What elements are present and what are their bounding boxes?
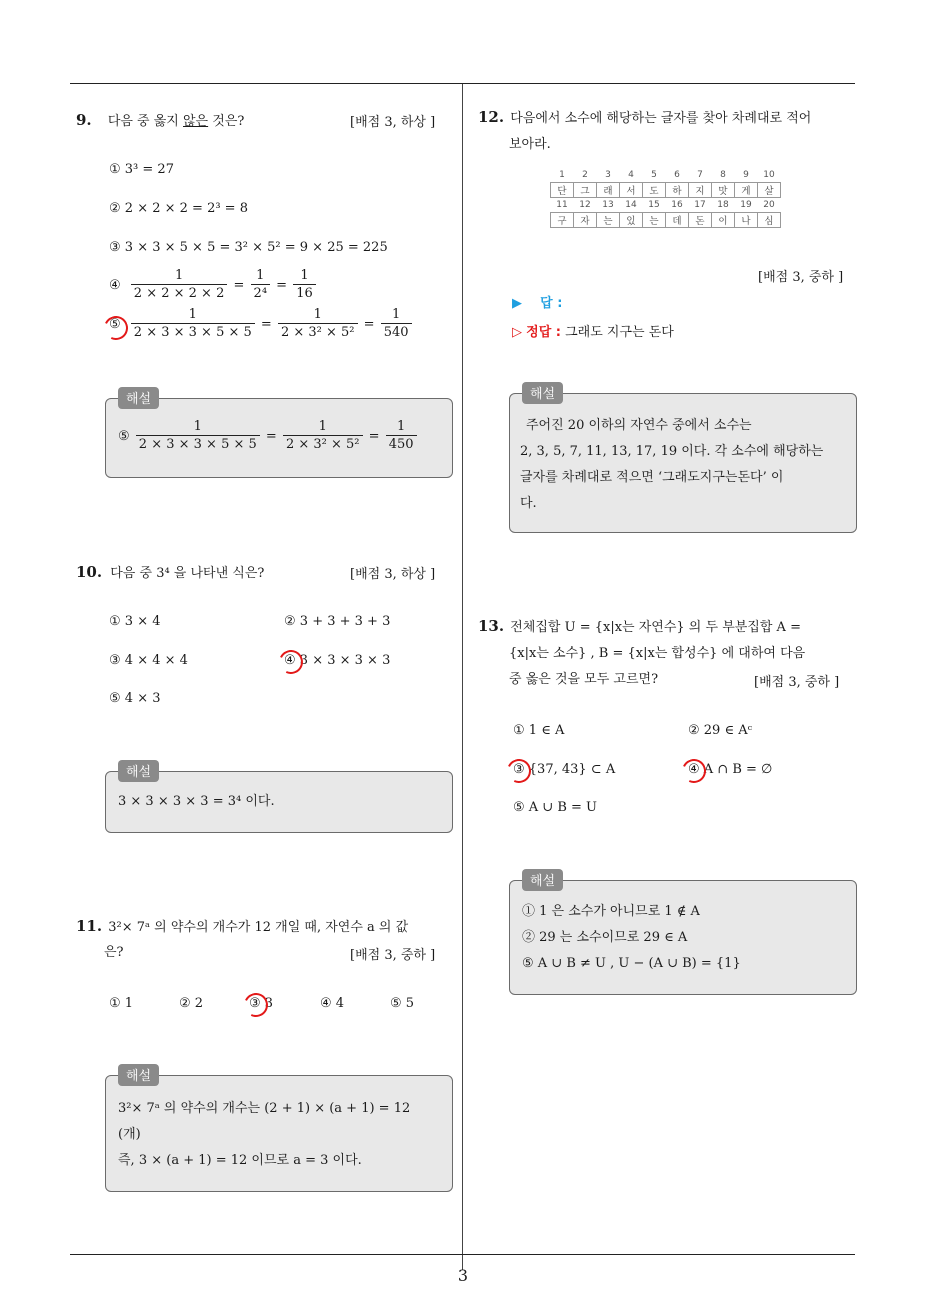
q12-number: 12. — [478, 108, 505, 126]
q13-answer-mark-4 — [679, 756, 710, 787]
q11-explanation-body — [118, 1096, 410, 1174]
q11-explanation-box — [105, 1069, 453, 1192]
q9-option-4[interactable]: ④ $\frac{1}{2 \times 2 \times 2 \times 2}$ = $\frac{1}{\text{2⁴}}$ = $\frac{1}{16}$ — [109, 268, 318, 303]
q9-explanation-body: ⑤ $\frac{1}{2 \times 3 \times 3 \times 5 \times 5}$ = $\frac{1}{\text{2 × 3² × 5²}}$ = $\frac{1}{450}$ — [118, 419, 419, 454]
q9-option-5-symbol: ⑤ — [109, 317, 121, 332]
q12-explanation-tab: 해설 — [522, 382, 563, 404]
q13-explanation-tab: 해설 — [522, 869, 563, 891]
q13-option-2[interactable]: ② 29 ∈ Aᶜ — [688, 723, 753, 738]
q12-grid-chars-row-2: 구 자 는 있 는 데 돈 이 나 심 — [551, 213, 781, 228]
q10-option-5[interactable]: ⑤ 4 × 3 — [109, 691, 161, 706]
q12-text-line-1: 다음에서 소수에 해당하는 글자를 찾아 차례대로 적어 — [510, 111, 812, 126]
q12-explanation-box — [509, 387, 857, 533]
q12-explain-line-1: 주어진 20 이하의 자연수 중에서 소수는 — [526, 418, 752, 433]
q9-explanation-tab: 해설 — [118, 387, 159, 409]
q11-score: [배점 3, 중하 ] — [350, 948, 436, 963]
q9-option-5[interactable]: ⑤ $\frac{1}{2 \times 3 \times 3 \times 5 \times 5}$ = $\frac{1}{\text{2 × 3² × 5²}}$ = $\frac{1}{540}$ — [109, 307, 414, 342]
q10-explanation-box — [105, 765, 453, 833]
play-arrow-icon: ▶ — [512, 296, 522, 311]
q12-grid-numbers-row-1: 1 2 3 4 5 6 7 8 9 10 — [559, 170, 775, 180]
q9-explain-frac-3: $\frac{1}{450}$ — [386, 419, 417, 454]
q10-text: 다음 중 3⁴ 을 나타낸 식은? — [110, 566, 265, 581]
q13-text-line-1: 전체집합 U = {x|x는 자연수} 의 두 부분집합 A = — [510, 620, 801, 635]
q12-score: [배점 3, 중하 ] — [758, 270, 844, 285]
q12-answer-label: 답 : — [540, 296, 563, 311]
q9-option-4-frac-3: $\frac{1}{16}$ — [293, 268, 316, 303]
q13-explain-line-1: ① 1 은 소수가 아니므로 1 ∉ A — [522, 904, 700, 919]
q12-grid-chars-row-1: 단 그 래 서 도 하 지 맛 게 살 — [551, 183, 781, 198]
q10-score: [배점 3, 하상 ] — [350, 567, 436, 582]
q11-option-3[interactable]: ③ 3 — [249, 996, 274, 1011]
q11-answer-mark — [241, 990, 272, 1021]
q10-option-2[interactable]: ② 3 + 3 + 3 + 3 — [284, 614, 391, 629]
q10-option-1[interactable]: ① 3 × 4 — [109, 614, 161, 629]
q13-option-3[interactable]: ③ {37, 43} ⊂ A — [513, 762, 616, 777]
q9-option-2[interactable]: ② 2 × 2 × 2 = 2³ = 8 — [109, 201, 248, 216]
q11-explain-line-1: 3²× 7ᵃ 의 약수의 개수는 (2 + 1) × (a + 1) = 12 — [118, 1101, 411, 1116]
q12-correct-value: 그래도 지구는 돈다 — [565, 325, 674, 340]
q13-explanation-body — [522, 899, 741, 977]
q11-option-4[interactable]: ④ 4 — [320, 996, 345, 1011]
q12-correct-label: 정답 : — [526, 325, 561, 340]
q12-grid-numbers-row-2: 11 12 13 14 15 16 17 18 19 20 — [556, 200, 775, 210]
q12-explanation-body — [520, 413, 848, 517]
q13-score: [배점 3, 중하 ] — [754, 675, 840, 690]
q13-header — [478, 615, 863, 641]
q12-explain-line-4: 다. — [520, 496, 537, 511]
q10-explanation-body: 3 × 3 × 3 × 3 = 3⁴ 이다. — [118, 794, 275, 809]
q11-explain-line-2: (개) — [118, 1127, 141, 1142]
q13-text-line-2: {x|x는 소수} , B = {x|x는 합성수} 에 대하여 다음 — [509, 646, 806, 661]
q9-score: [배점 3, 하상 ] — [350, 115, 436, 130]
q11-text-line-1: 3²× 7ᵃ 의 약수의 개수가 12 개일 때, 자연수 a 의 값 — [108, 920, 409, 935]
column-divider — [462, 84, 463, 1270]
outline-arrow-icon: ▷ — [512, 325, 522, 340]
q13-option-4[interactable]: ④ A ∩ B = ∅ — [688, 762, 773, 777]
q9-text-underlined: 않은 — [183, 114, 209, 129]
q10-number: 10. — [76, 563, 103, 581]
q11-explain-line-3: 즉, 3 × (a + 1) = 12 이므로 a = 3 이다. — [118, 1153, 362, 1168]
q13-explanation-box — [509, 874, 857, 995]
q12-letter-grid — [550, 168, 781, 228]
q13-answer-mark-3 — [504, 756, 535, 787]
q12-correct-line — [512, 321, 674, 340]
q9-option-5-frac-3: $\frac{1}{540}$ — [381, 307, 412, 342]
q10-option-3[interactable]: ③ 4 × 4 × 4 — [109, 653, 188, 668]
q9-explanation-box — [105, 392, 453, 478]
q10-header — [76, 561, 264, 587]
q13-number: 13. — [478, 617, 505, 635]
q9-option-3[interactable]: ③ 3 × 3 × 5 × 5 = 3² × 5² = 9 × 25 = 225 — [109, 240, 388, 255]
q9-option-4-symbol: ④ — [109, 278, 121, 293]
q9-option-5-frac-2: $\frac{1}{\text{2 × 3² × 5²}}$ — [278, 307, 358, 342]
bottom-rule — [70, 1254, 855, 1255]
q11-number: 11. — [76, 917, 103, 935]
q12-explain-line-3: 글자를 차례대로 적으면 ‘그래도지구는돈다’ 이 — [520, 470, 784, 485]
q9-option-4-frac-1: $\frac{1}{2 \times 2 \times 2 \times 2}$ — [131, 268, 228, 303]
q11-header — [76, 915, 454, 941]
q12-header — [478, 106, 858, 132]
q9-text-after: 것은? — [208, 114, 245, 129]
q9-header — [76, 109, 244, 135]
q11-explanation-tab: 해설 — [118, 1064, 159, 1086]
q10-explanation-tab: 해설 — [118, 760, 159, 782]
q11-option-1[interactable]: ① 1 — [109, 996, 134, 1011]
q11-option-5[interactable]: ⑤ 5 — [390, 996, 415, 1011]
q12-answer-line — [512, 292, 562, 311]
q13-explain-line-2: ② 29 는 소수이므로 29 ∈ A — [522, 930, 688, 945]
page-number: 3 — [457, 1266, 469, 1285]
q9-option-1[interactable]: ① 3³ = 27 — [109, 162, 174, 177]
q10-option-4[interactable]: ④ 3 × 3 × 3 × 3 — [284, 653, 391, 668]
q10-answer-mark — [276, 647, 307, 678]
q9-explain-frac-2: $\frac{1}{\text{2 × 3² × 5²}}$ — [283, 419, 363, 454]
q9-number: 9. — [76, 111, 92, 129]
q9-text-before: 다음 중 옳지 — [107, 114, 183, 129]
q11-option-2[interactable]: ② 2 — [179, 996, 204, 1011]
q9-option-4-frac-2: $\frac{1}{\text{2⁴}}$ — [251, 268, 270, 303]
q9-explain-frac-1: $\frac{1}{2 \times 3 \times 3 \times 5 \times 5}$ — [136, 419, 260, 454]
q13-text-line-3: 중 옳은 것을 모두 고르면? — [509, 672, 659, 687]
q13-option-1[interactable]: ① 1 ∈ A — [513, 723, 565, 738]
q11-text-line-2: 은? — [104, 945, 124, 960]
q13-option-5[interactable]: ⑤ A ∪ B = U — [513, 800, 597, 815]
q12-text-line-2: 보아라. — [509, 137, 551, 152]
q12-explain-line-2: 2, 3, 5, 7, 11, 13, 17, 19 이다. 각 소수에 해당하는 — [520, 444, 824, 459]
q13-explain-line-3: ⑤ A ∪ B ≠ U , U − (A ∪ B) = {1} — [522, 956, 741, 971]
q9-option-5-frac-1: $\frac{1}{2 \times 3 \times 3 \times 5 \times 5}$ — [131, 307, 255, 342]
